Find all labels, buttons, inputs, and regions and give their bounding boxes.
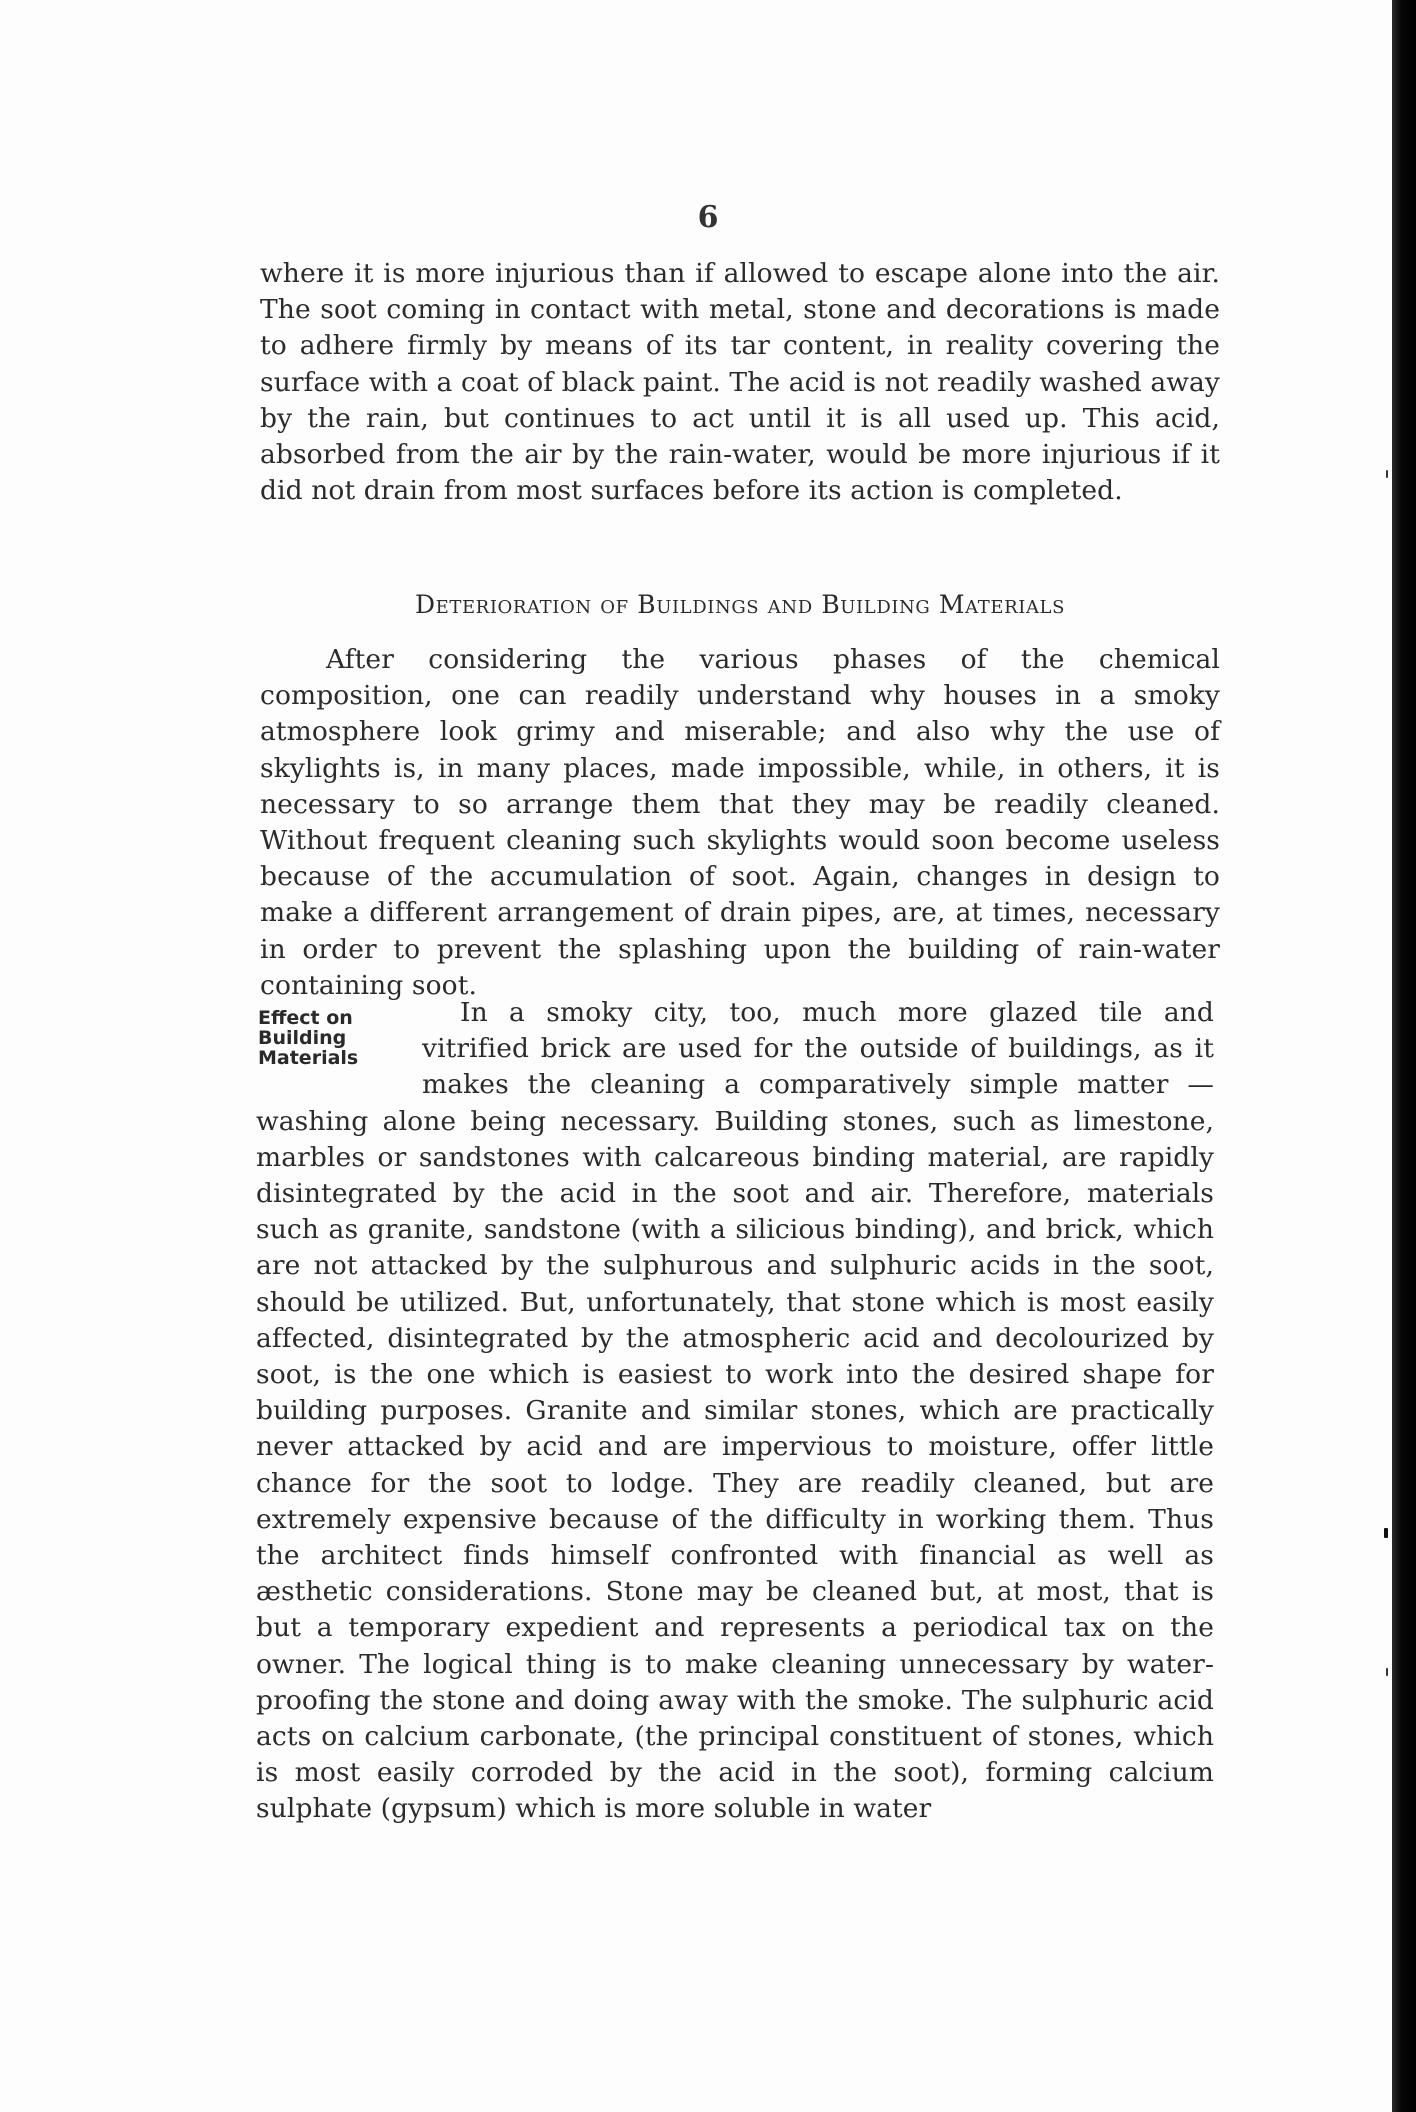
scan-page-edge: [1392, 0, 1416, 2112]
sidenote-line: Materials: [258, 1047, 359, 1069]
section-heading: Deterioration of Buildings and Building Materials: [414, 590, 1066, 619]
page-number: 6: [697, 200, 719, 235]
opening-paragraph: where it is more injurious than if allowed to escape alone into the air. The soot coming in contact with metal, stone and decorations is made to adhere firmly by means of its tar content, in reality covering the surface with a coat of black paint. The acid is not readily washed away by the rain, but continues to act until it is all used up. This acid, absorbed from the air by the rain-water, would be more injurious if it did not drain from most surfaces before its action is completed.: [260, 258, 1220, 507]
scan-speck: [1386, 1668, 1388, 1676]
sidenote-line: Effect on: [258, 1007, 353, 1029]
opening-paragraph-block: [260, 256, 1220, 509]
scan-speck: [1386, 470, 1388, 478]
section-paragraph-one: After considering the various phases of the chemical composition, one can readily understand why houses in a smoky atmosphere look grimy and miserable; and also why the use of skylights is, in many places, made impossible, while, in others, it is necessary to so arrange them that they may be readily cleaned. Without frequent cleaning such skylights would soon become useless because of the accumulation of soot. Again, changes in design to make a different arrangement of drain pipes, are, at times, necessary in order to prevent the splashing upon the building of rain-water containing soot.: [260, 644, 1220, 1001]
sidenote-line: Building: [258, 1027, 347, 1049]
section-paragraph-two-block: [256, 995, 1214, 1828]
section-paragraph-block: [260, 642, 1220, 1004]
section-paragraph-two: [256, 995, 1214, 1828]
sidenote-spacer: [256, 995, 422, 1095]
section-paragraph-two-text: In a smoky city, too, much more glazed tile and vitrified brick are used for the outside of buildings, as it makes the cleaning a comparatively simple matter — washing alone being necessary. Building stones, such as limestone, marbles or sandstones with calcareous binding material, are rapidly disintegrated by the acid in the soot and air. Therefore, materials such as granite, sandstone (with a silicious binding), and brick, which are not attacked by the sulphurous and sulphuric acids in the soot, should be utilized. But, unfortunately, that stone which is most easily affected, disintegrated by the atmospheric acid and decolourized by soot, is the one which is easiest to work into the desired shape for building purposes. Granite and similar stones, which are practically never attacked by acid and are impervious to moisture, offer little chance for the soot to lodge. They are readily cleaned, but are extremely expensive because of the difficulty in working them. Thus the architect finds himself confronted with financial as well as æsthetic considerations. Stone may be cleaned but, at most, that is but a temporary expedient and represents a periodical tax on the owner. The logical thing is to make cleaning unnecessary by water-proofing the stone and doing away with the smoke. The sulphuric acid acts on calcium carbonate, (the principal constituent of stones, which is most easily corroded by the acid in the soot), forming calcium sulphate (gypsum) which is more soluble in water: [256, 997, 1214, 1825]
scan-speck: [1384, 1528, 1388, 1538]
